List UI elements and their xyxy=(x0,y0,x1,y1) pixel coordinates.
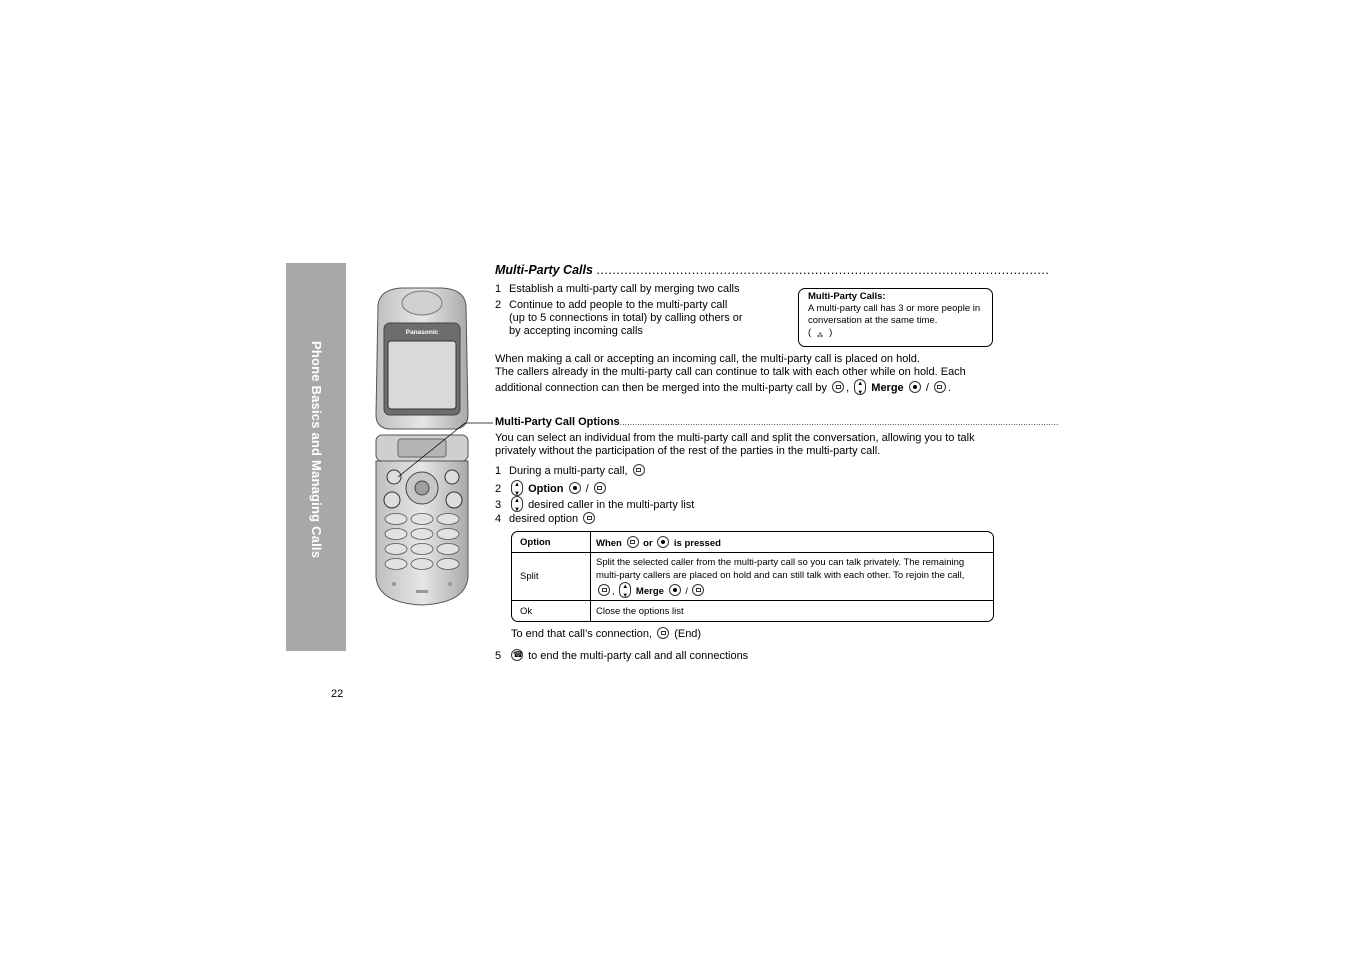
soft-key-icon xyxy=(934,381,946,393)
note-line-2: conversation at the same time. xyxy=(808,315,938,326)
select-key-icon xyxy=(657,536,669,548)
table-row: Split Split the selected caller from the multi-party call so you can talk privately. The remaining multi-party callers are placed on hold and can still talk with each other. To rejoin the call, , ▲ ▼ Merge / xyxy=(512,553,993,601)
note-line-1: A multi-party call has 3 or more people in xyxy=(808,303,981,314)
option-step-3: 3▲ ▼ desired caller in the multi-party list xyxy=(495,496,694,512)
step-1: 1 Establish a multi-party call by merging two calls xyxy=(495,283,740,295)
table-row: Ok Close the options list xyxy=(512,601,993,621)
nav-key-icon xyxy=(854,379,866,395)
soft-key-icon xyxy=(627,536,639,548)
soft-key-icon xyxy=(832,381,844,393)
nav-key-icon xyxy=(511,496,523,512)
phone-brand: Panasonic xyxy=(405,329,439,336)
select-key-icon xyxy=(909,381,921,393)
select-key-icon xyxy=(669,584,681,596)
note-box xyxy=(798,288,993,347)
nav-key-icon xyxy=(511,480,523,496)
leader-dots: .................................................................................................................. xyxy=(596,263,1050,277)
soft-key-icon xyxy=(633,464,645,476)
note-title: Multi-Party Calls: xyxy=(808,291,886,302)
option-step-2: 2▲ ▼ Option / xyxy=(495,480,608,496)
chapter-tab xyxy=(286,263,346,651)
option-step-4: 4 desired option xyxy=(495,512,597,526)
soft-key-icon xyxy=(657,627,669,639)
intro-paragraph: When making a call or accepting an incoming call, the multi-party call is placed on hold. The callers already in the multi-party call can continue to talk with each other while on hold. Each additional connection can then be merged into the multi-party call by , ▲ ▼ Merge / . xyxy=(495,353,995,395)
options-table xyxy=(511,531,994,622)
callout-line xyxy=(395,420,495,480)
select-key-icon xyxy=(569,482,581,494)
soft-key-icon xyxy=(583,512,595,524)
section-title-text: Multi-Party Calls xyxy=(495,263,593,277)
end-connection-note: To end that call’s connection, (End) xyxy=(511,628,702,640)
soft-key-icon xyxy=(594,482,606,494)
chapter-sidebar xyxy=(286,263,346,651)
note-icon-line: ( ⁂ ) xyxy=(808,327,992,345)
conference-icon: ⁂ xyxy=(817,333,824,339)
nav-key-icon xyxy=(619,582,631,598)
table-header: Option When or is pressed xyxy=(512,532,993,553)
soft-key-icon xyxy=(692,584,704,596)
soft-key-icon xyxy=(598,584,610,596)
end-key-icon xyxy=(511,649,523,661)
section-title xyxy=(495,263,1050,277)
page-number: 22 xyxy=(331,688,344,700)
option-step-1: 1 During a multi-party call, xyxy=(495,464,647,478)
chapter-title: Phone Basics and Managing Calls xyxy=(309,341,324,559)
subsection-title: Multi-Party Call Options.............................................................................................................................................................................. xyxy=(495,416,1059,428)
option-step-5: 5☎ to end the multi-party call and all connections xyxy=(495,649,748,663)
options-paragraph: You can select an individual from the multi-party call and split the conversation, allowing you to talk privately without the participation of the rest of the parties in the multi-party call. xyxy=(495,432,975,457)
step-2: 2 Continue to add people to the multi-party call (up to 5 connections in total) by calling others or by accepting incoming calls xyxy=(495,299,743,337)
